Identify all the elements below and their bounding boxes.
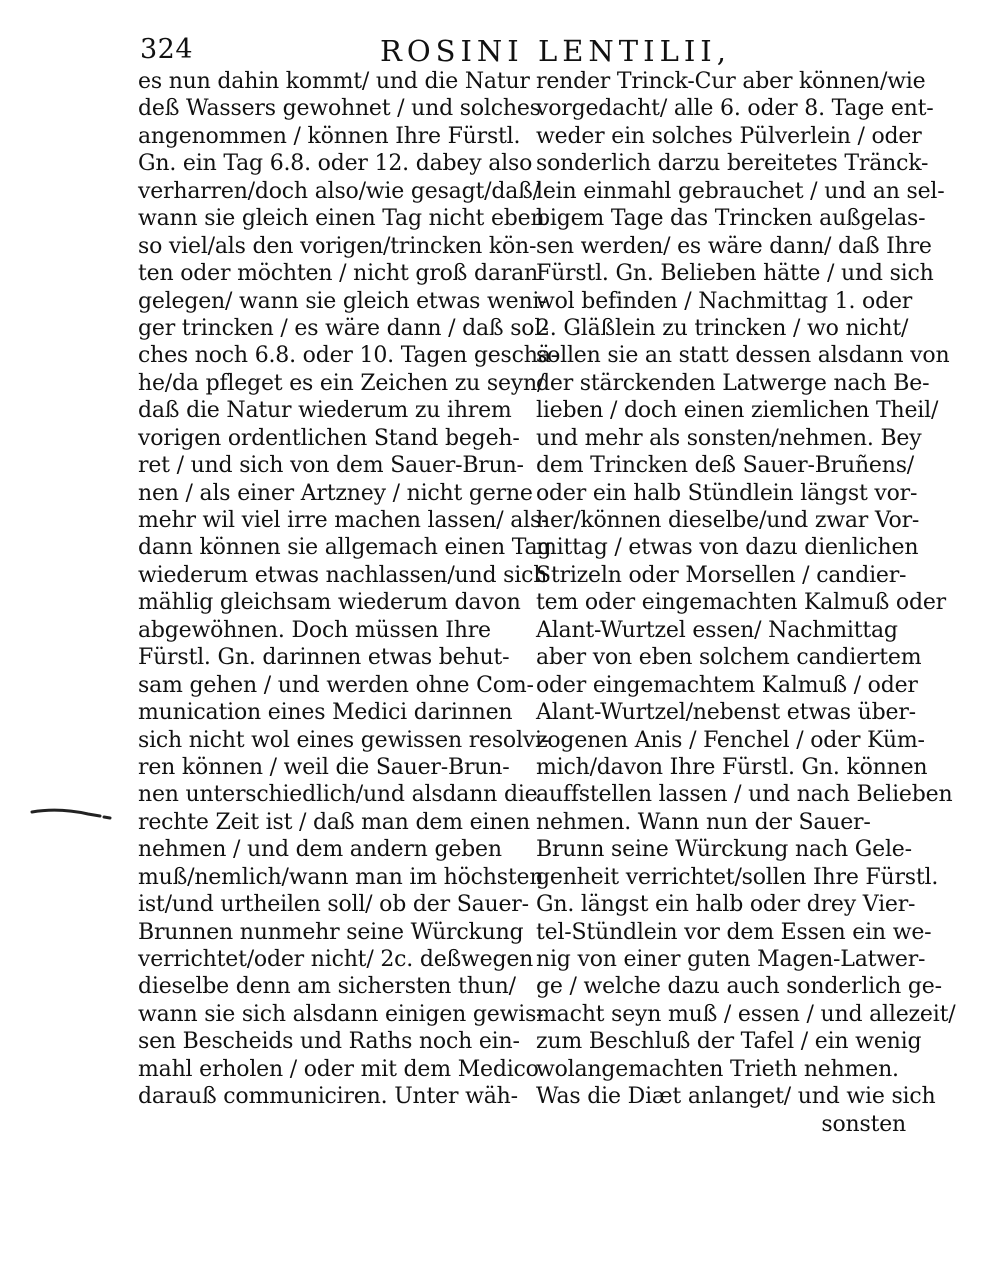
text-line: mahl erholen / oder mit dem Medico [138,1056,539,1082]
text-line: ren können / weil die Sauer-Brun- [138,754,510,780]
text-line: daß die Natur wiederum zu ihrem [138,398,512,424]
text-line: mittag / etwas von dazu dienlichen [536,535,919,561]
text-line: Strizeln oder Morsellen / candier- [536,562,907,588]
text-line: sam gehen / und werden ohne Com- [138,672,534,698]
text-line: Fürstl. Gn. Belieben hätte / und sich [536,261,934,287]
text-line: wann sie sich alsdann einigen gewis- [138,1001,544,1027]
right-text-column [536,68,956,1138]
text-line: bigem Tage das Trincken außgelas- [536,206,926,232]
text-line: mehr wil viel irre machen lassen/ als- [138,508,549,533]
text-line: nen unterschiedlich/und alsdann die [138,782,538,808]
text-line: render Trinck-Cur aber können/wie [536,69,926,94]
page-number: 324 [140,34,194,65]
text-line: ches noch 6.8. oder 10. Tagen geschä- [138,343,558,369]
text-line: tem oder eingemachten Kalmuß oder [536,590,946,616]
text-line: aber von eben solchem candiertem [536,645,922,671]
text-line: sich nicht wol eines gewissen resolvi- [138,727,550,753]
text-line: mich/davon Ihre Fürstl. Gn. können [536,754,928,780]
text-line: genheit verrichtet/sollen Ihre Fürstl. [536,864,939,890]
text-line: Brunn seine Würckung nach Gele- [536,837,912,863]
text-line: sollen sie an statt dessen alsdann von [536,343,950,369]
text-line: 2. Gläßlein zu trincken / wo nicht/ [536,315,909,341]
text-line: und mehr als sonsten/nehmen. Bey [536,425,922,451]
text-line: Gn. längst ein halb oder drey Vier- [536,892,916,918]
text-line: lieben / doch einen ziemlichen Theil/ [536,398,939,424]
text-line: weder ein solches Pülverlein / oder [536,123,922,149]
left-text-column [138,68,558,1111]
text-line: nen / als einer Artzney / nicht gerne [138,480,533,506]
text-line: mählig gleichsam wiederum davon [138,590,521,616]
text-line: ge / welche dazu auch sonderlich ge- [536,974,942,1000]
text-line: vorgedacht/ alle 6. oder 8. Tage ent- [536,96,934,122]
text-line: oder ein halb Stündlein längst vor- [536,480,918,506]
text-line: sen werden/ es wäre dann/ daß Ihre [536,233,932,259]
text-line: dieselbe denn am sichersten thun/ [138,974,516,1000]
text-line: tel-Stündlein vor dem Essen ein we- [536,919,932,945]
text-line: ten oder möchten / nicht groß daran [138,261,538,287]
text-line: verrichtet/oder nicht/ 2c. deßwegen [138,947,534,972]
text-line: angenommen / können Ihre Fürstl. [138,123,521,149]
text-line: nehmen. Wann nun der Sauer- [536,809,871,835]
text-line: nig von einer guten Magen-Latwer- [536,947,926,972]
text-line: lein einmahl gebrauchet / und an sel- [536,178,945,204]
text-line: nehmen / und dem andern geben [138,837,502,863]
text-line: zum Beschluß der Tafel / ein wenig [536,1029,922,1055]
text-line: gelegen/ wann sie gleich etwas weni- [138,288,547,314]
text-line: her/können dieselbe/und zwar Vor- [536,508,920,533]
text-line: ist/und urtheilen soll/ ob der Sauer- [138,892,529,918]
text-line: verharren/doch also/wie gesagt/daß/ [138,178,540,204]
text-line: abgewöhnen. Doch müssen Ihre [138,617,491,643]
text-line: wol befinden / Nachmittag 1. oder [536,288,913,314]
text-line: deß Wassers gewohnet / und solches [138,96,541,122]
text-line: sonderlich darzu bereitetes Tränck- [536,151,929,177]
ink-smudge-mark [30,806,116,820]
text-line: darauß communiciren. Unter wäh- [138,1084,518,1110]
text-line: wann sie gleich einen Tag nicht eben [138,206,545,232]
text-line: es nun dahin kommt/ und die Natur [138,69,530,94]
text-line: oder eingemachtem Kalmuß / oder [536,672,918,698]
text-line: Fürstl. Gn. darinnen etwas behut- [138,645,510,671]
text-line: munication eines Medici darinnen [138,700,513,726]
text-line: muß/nemlich/wann man im höchsten [138,864,544,890]
text-line: so viel/als den vorigen/trincken kön- [138,233,537,259]
text-line: zogenen Anis / Fenchel / oder Küm- [536,727,925,753]
text-line: Brunnen nunmehr seine Würckung [138,919,524,945]
text-line: sonsten [821,1111,906,1137]
text-line: dem Trincken deß Sauer-Bruñens/ [536,453,915,479]
running-head: ROSINI LENTILII, [380,34,731,68]
text-line: ger trincken / es wäre dann / daß sol- [138,315,549,341]
text-line: wolangemachten Trieth nehmen. [536,1056,899,1082]
text-line: der stärckenden Latwerge nach Be- [536,370,930,396]
text-line: Was die Diæt anlanget/ und wie sich [536,1084,936,1110]
text-line: wiederum etwas nachlassen/und sich [138,562,548,588]
text-line: dann können sie allgemach einen Tag [138,535,552,561]
text-line: Alant-Wurtzel essen/ Nachmittag [536,617,898,643]
text-line: Alant-Wurtzel/nebenst etwas über- [536,700,916,726]
text-line: macht seyn muß / essen / und allezeit/ [536,1001,956,1027]
text-line: Gn. ein Tag 6.8. oder 12. dabey also [138,151,533,177]
text-line: sen Bescheids und Raths noch ein- [138,1029,520,1055]
text-line: rechte Zeit ist / daß man dem einen [138,809,531,835]
text-line: he/da pfleget es ein Zeichen zu seyn/ [138,370,545,396]
text-line: ret / und sich von dem Sauer-Brun- [138,453,524,479]
text-line: vorigen ordentlichen Stand begeh- [138,425,520,451]
text-line: auffstellen lassen / und nach Belieben [536,782,953,808]
